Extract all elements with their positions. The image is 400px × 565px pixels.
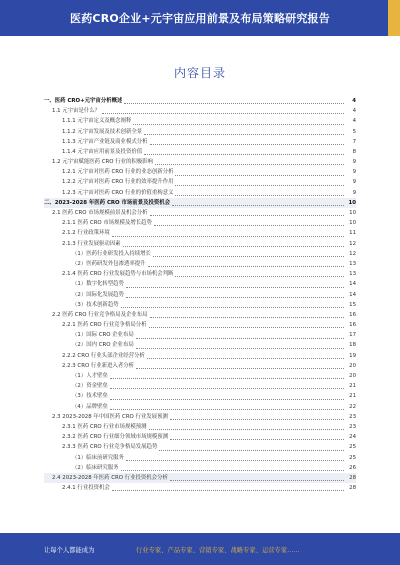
report-footer <box>0 533 400 565</box>
toc-entry[interactable] <box>44 239 356 249</box>
toc-entry-page: 23 <box>349 423 356 430</box>
toc-entry-page: 23 <box>349 413 356 420</box>
toc-entry-page: 25 <box>349 444 356 451</box>
toc-entry-page: 21 <box>349 383 356 390</box>
toc-entry-page: 13 <box>349 260 356 267</box>
toc-entry-title: 2.3.1 医药 CRO 行业市场规模预测 <box>62 423 147 430</box>
toc-entry-title: 2.1 医药 CRO 市场规模前景及机会分析 <box>52 210 148 217</box>
toc-entry[interactable] <box>44 432 356 442</box>
toc-entry-page: 12 <box>349 250 356 257</box>
toc-entry[interactable] <box>44 116 356 126</box>
toc-entry[interactable] <box>44 453 356 463</box>
toc-entry[interactable] <box>44 178 356 188</box>
toc-entry-page: 13 <box>349 271 356 278</box>
toc-entry-page: 9 <box>352 169 356 176</box>
toc-leader-dots <box>136 348 344 349</box>
toc-leader-dots <box>150 215 344 216</box>
toc-entry-title: 1.1 元宇宙是什么？ <box>52 108 101 115</box>
toc-leader-dots <box>144 154 344 155</box>
toc-leader-dots <box>170 480 344 481</box>
toc-leader-dots <box>159 450 344 451</box>
toc-entry[interactable] <box>44 218 356 228</box>
toc-leader-dots <box>144 134 344 135</box>
toc-entry-page: 20 <box>349 362 356 369</box>
toc-entry[interactable] <box>44 300 356 310</box>
toc-entry-page: 16 <box>349 311 356 318</box>
toc-entry[interactable] <box>44 188 356 198</box>
toc-entry-title: 2.2.2 CRO 行业头部企业经营分析 <box>62 352 145 359</box>
toc-entry-page: 21 <box>349 393 356 400</box>
toc-entry-page: 9 <box>352 189 356 196</box>
toc-leader-dots <box>126 287 344 288</box>
toc-entry[interactable] <box>44 147 356 157</box>
toc-leader-dots <box>136 338 344 339</box>
toc-entry-title: （2）医药研发外包渗透率提升 <box>72 260 146 267</box>
toc-entry-title: 2.3.2 医药 CRO 行业细分领域市场规模预测 <box>62 434 169 441</box>
toc-entry-page: 22 <box>349 403 356 410</box>
toc-leader-dots <box>121 470 344 471</box>
toc-entry-page: 7 <box>352 138 356 145</box>
toc-leader-dots <box>112 490 344 491</box>
toc-leader-dots <box>121 307 344 308</box>
toc-entry-title: （3）技术创新趋势 <box>72 301 119 308</box>
toc-entry[interactable] <box>44 442 356 452</box>
toc-entry-title: （1）临床前研究服务 <box>72 454 124 461</box>
toc-entry[interactable] <box>44 391 356 401</box>
toc-entry[interactable] <box>44 310 356 320</box>
toc-entry-title: （2）资金壁垒 <box>72 383 108 390</box>
toc-entry-page: 16 <box>349 322 356 329</box>
toc-entry[interactable] <box>44 330 356 340</box>
toc-entry-title: 2.4 2023-2028 年医药 CRO 行业投资机会分析 <box>52 474 168 481</box>
toc-entry[interactable] <box>44 483 356 493</box>
toc-entry-title: （1）医药行业研发投入持续增长 <box>72 250 151 257</box>
toc-leader-dots <box>175 185 344 186</box>
toc-entry-page: 26 <box>349 464 356 471</box>
toc-entry-title: 2.3.3 医药 CRO 行业竞争格局发展趋势 <box>62 444 158 451</box>
report-header <box>0 0 400 36</box>
table-of-contents <box>44 96 356 493</box>
toc-entry-page: 12 <box>349 240 356 247</box>
toc-entry-title: （1）国际 CRO 企业布局 <box>72 332 134 339</box>
toc-entry-page: 10 <box>348 199 356 206</box>
toc-entry-page: 9 <box>352 179 356 186</box>
toc-leader-dots <box>110 409 344 410</box>
toc-entry-title: 1.1.1 元宇宙定义及概念阐释 <box>62 118 132 125</box>
toc-entry[interactable] <box>44 96 356 106</box>
toc-leader-dots <box>170 439 344 440</box>
toc-entry-title: 2.1.4 医药 CRO 行业发展趋势与市场机会判断 <box>62 271 174 278</box>
toc-leader-dots <box>153 256 344 257</box>
toc-entry-title: （2）国内 CRO 企业布局 <box>72 342 134 349</box>
toc-entry-page: 25 <box>349 454 356 461</box>
toc-entry[interactable] <box>44 208 356 218</box>
toc-entry-page: 4 <box>352 108 356 115</box>
toc-leader-dots <box>175 195 344 196</box>
toc-entry-title: 1.2 元宇宙赋能医药 CRO 行业的积极影响 <box>52 159 153 166</box>
toc-leader-dots <box>148 266 344 267</box>
toc-entry-page: 5 <box>352 128 356 135</box>
toc-entry[interactable] <box>44 167 356 177</box>
header-accent-bar <box>388 0 400 36</box>
toc-entry-page: 19 <box>349 352 356 359</box>
toc-entry-title: 2.4.1 行业投资机会 <box>62 485 110 492</box>
toc-leader-dots <box>147 358 344 359</box>
toc-entry-title: （1）数字化转型趋势 <box>72 281 124 288</box>
toc-entry[interactable] <box>44 198 356 208</box>
toc-entry-page: 18 <box>349 342 356 349</box>
toc-entry[interactable] <box>44 279 356 289</box>
toc-entry-title: 2.1.2 行业政策环境 <box>62 230 110 237</box>
toc-leader-dots <box>150 144 344 145</box>
toc-entry[interactable] <box>44 106 356 116</box>
toc-entry-title: 1.2.1 元宇宙对医药 CRO 行业的业态创新分析 <box>62 169 174 176</box>
toc-entry[interactable] <box>44 473 356 483</box>
toc-entry-title: 2.1.1 医药 CRO 市场规模及增长趋势 <box>62 220 152 227</box>
toc-entry[interactable] <box>44 412 356 422</box>
toc-leader-dots <box>136 368 344 369</box>
toc-entry-page: 10 <box>349 220 356 227</box>
toc-leader-dots <box>124 103 344 104</box>
toc-entry-page: 28 <box>349 485 356 492</box>
toc-entry-title: 2.2 医药 CRO 行业竞争格局及企业布局 <box>52 311 148 318</box>
toc-entry[interactable] <box>44 351 356 361</box>
toc-entry[interactable] <box>44 157 356 167</box>
toc-entry[interactable] <box>44 402 356 412</box>
footer-expert-list: 行业专家、产品专家、营销专家、战略专家、运营专家…… <box>136 546 300 554</box>
toc-entry[interactable] <box>44 320 356 330</box>
toc-entry[interactable] <box>44 422 356 432</box>
toc-entry-title: 二、2023-2028 年医药 CRO 市场前景及投资机会 <box>44 199 171 206</box>
toc-entry-page: 24 <box>349 434 356 441</box>
toc-entry-page: 14 <box>349 281 356 288</box>
toc-leader-dots <box>110 378 344 379</box>
toc-entry-page: 8 <box>352 148 356 155</box>
toc-entry[interactable] <box>44 137 356 147</box>
toc-entry-page: 17 <box>349 332 356 339</box>
toc-entry[interactable] <box>44 341 356 351</box>
toc-leader-dots <box>102 113 344 114</box>
toc-entry[interactable] <box>44 249 356 259</box>
toc-entry[interactable] <box>44 290 356 300</box>
toc-entry-page: 10 <box>349 210 356 217</box>
toc-entry-title: 2.3 2023-2028 年中国医药 CRO 行业发展预测 <box>52 413 168 420</box>
toc-heading: 内容目录 <box>173 66 226 80</box>
toc-entry-page: 15 <box>349 301 356 308</box>
toc-entry[interactable] <box>44 127 356 137</box>
toc-entry-page: 28 <box>349 474 356 481</box>
toc-entry[interactable] <box>44 381 356 391</box>
toc-entry-title: （4）品牌壁垒 <box>72 403 108 410</box>
toc-entry-title: 2.2.3 CRO 行业新进入者分析 <box>62 362 135 369</box>
toc-entry-page: 11 <box>349 230 356 237</box>
report-title: 医药CRO企业+元宇宙应用前景及布局策略研究报告 <box>70 12 330 25</box>
toc-entry[interactable] <box>44 463 356 473</box>
toc-leader-dots <box>110 399 344 400</box>
toc-entry-title: 2.2.1 医药 CRO 行业竞争格局分析 <box>62 322 147 329</box>
toc-leader-dots <box>150 317 344 318</box>
toc-leader-dots <box>172 205 344 206</box>
toc-entry-page: 4 <box>352 118 356 125</box>
toc-leader-dots <box>175 175 344 176</box>
toc-entry-title: 1.2.2 元宇宙对医药 CRO 行业的效率提升作用 <box>62 179 174 186</box>
toc-leader-dots <box>133 124 344 125</box>
toc-entry-page: 4 <box>352 97 356 104</box>
toc-leader-dots <box>123 246 344 247</box>
toc-entry[interactable] <box>44 228 356 238</box>
toc-entry-title: （2）临床研究服务 <box>72 464 119 471</box>
toc-entry[interactable] <box>44 259 356 269</box>
toc-entry-title: （2）国际化发展趋势 <box>72 291 124 298</box>
toc-entry-title: 1.2.3 元宇宙对医药 CRO 行业的价值重构意义 <box>62 189 174 196</box>
toc-entry[interactable] <box>44 361 356 371</box>
toc-leader-dots <box>155 164 344 165</box>
toc-entry-title: 1.1.3 元宇宙产业链及商业模式分析 <box>62 138 148 145</box>
toc-leader-dots <box>126 297 344 298</box>
toc-leader-dots <box>149 429 344 430</box>
toc-entry-title: （1）人才壁垒 <box>72 373 108 380</box>
toc-entry-page: 14 <box>349 291 356 298</box>
toc-entry-title: 1.1.4 元宇宙应用前景及投资价值 <box>62 148 143 155</box>
toc-entry[interactable] <box>44 371 356 381</box>
toc-leader-dots <box>126 460 344 461</box>
toc-entry-title: 一、医药 CRO+元宇宙分析概述 <box>44 97 123 104</box>
toc-leader-dots <box>110 388 344 389</box>
toc-leader-dots <box>112 236 344 237</box>
toc-entry-page: 20 <box>349 373 356 380</box>
toc-entry-title: 2.1.3 行业发展驱动因素 <box>62 240 121 247</box>
footer-slogan: 让每个人都能成为 <box>44 546 95 554</box>
toc-entry-page: 9 <box>352 159 356 166</box>
toc-entry-title: 1.1.2 元宇宙发展及技术创新全景 <box>62 128 143 135</box>
toc-leader-dots <box>149 327 344 328</box>
toc-entry[interactable] <box>44 269 356 279</box>
toc-leader-dots <box>175 276 344 277</box>
toc-leader-dots <box>154 225 344 226</box>
toc-entry-title: （3）技术壁垒 <box>72 393 108 400</box>
toc-leader-dots <box>170 419 344 420</box>
